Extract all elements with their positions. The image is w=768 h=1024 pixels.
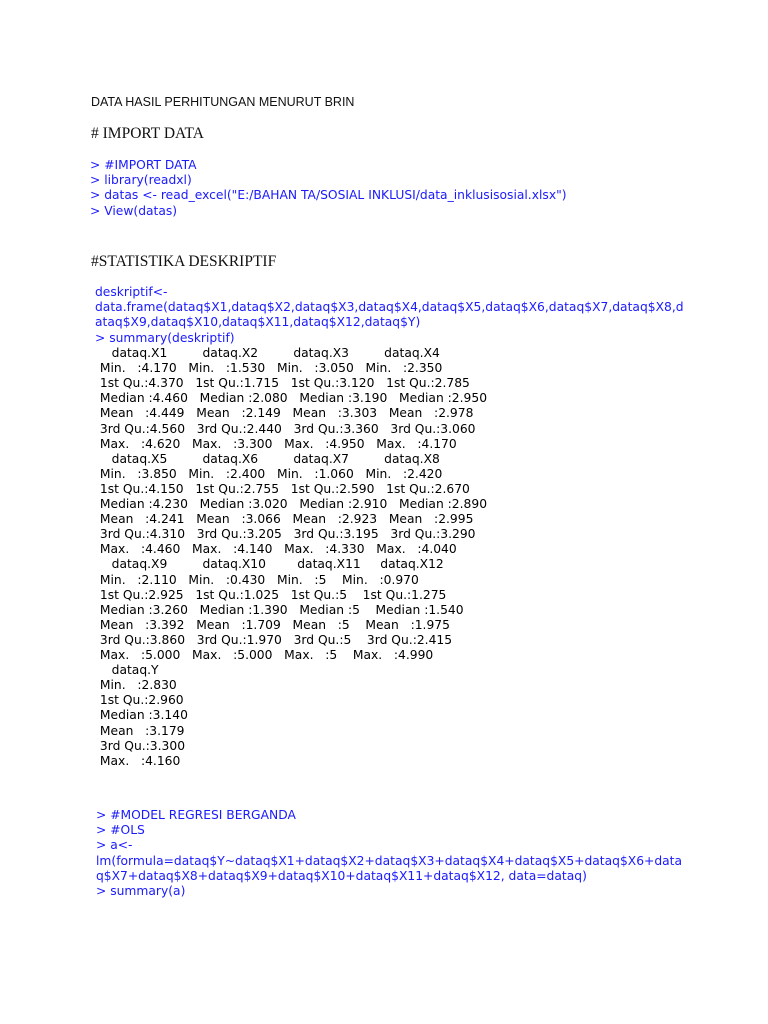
console-output-line: dataq.X5 dataq.X6 dataq.X7 dataq.X8 — [96, 451, 440, 466]
console-command-line: > summary(a) — [96, 884, 186, 898]
console-output-line: Mean :3.179 — [96, 723, 185, 738]
console-command-line: > library(readxl) — [90, 173, 192, 188]
console-command-line: deskriptif<- — [95, 285, 168, 299]
console-output-line: Min. :4.170 Min. :1.530 Min. :3.050 Min. :2.350 — [96, 361, 443, 376]
console-command-line: > a<- — [96, 838, 133, 853]
console-output-line: Median :3.260 Median :1.390 Median :5 Median :1.540 — [96, 602, 464, 617]
statistics-heading: #STATISTIKA DESKRIPTIF — [91, 253, 277, 270]
console-output-line: Max. :4.160 — [96, 753, 181, 768]
console-output-line: Median :3.140 — [96, 708, 188, 723]
console-output-line: dataq.X9 dataq.X10 dataq.X11 dataq.X12 — [96, 557, 444, 572]
console-command-line: lm(formula=dataq$Y~dataq$X1+dataq$X2+dataq$X3+dataq$X4+dataq$X5+dataq$X6+data — [96, 853, 683, 868]
console-output-line: Mean :4.449 Mean :2.149 Mean :3.303 Mean :2.978 — [96, 406, 474, 421]
console-command-line: > #OLS — [96, 823, 145, 838]
console-output-line: Median :4.230 Median :3.020 Median :2.910 Median :2.890 — [96, 497, 488, 511]
console-output-line: Mean :4.241 Mean :3.066 Mean :2.923 Mean :2.995 — [96, 512, 474, 527]
console-output-line: 3rd Qu.:3.860 3rd Qu.:1.970 3rd Qu.:5 3rd Qu.:2.415 — [96, 632, 453, 647]
console-command-line: q$X7+dataq$X8+dataq$X9+dataq$X10+dataq$X11+dataq$X12, data=dataq) — [96, 868, 587, 883]
console-command-line: > View(datas) — [90, 203, 178, 218]
console-command-line: > summary(deskriptif) — [95, 330, 235, 345]
import-heading: # IMPORT DATA — [91, 125, 204, 142]
console-output-line: dataq.Y — [96, 663, 159, 678]
console-output-line: dataq.X1 dataq.X2 dataq.X3 dataq.X4 — [96, 346, 440, 360]
console-output-line: 1st Qu.:2.960 — [96, 693, 184, 708]
document-header: DATA HASIL PERHITUNGAN MENURUT BRIN — [91, 95, 355, 109]
console-output-line: 1st Qu.:4.150 1st Qu.:2.755 1st Qu.:2.590 1st Qu.:2.670 — [96, 481, 470, 496]
console-output-line: Mean :3.392 Mean :1.709 Mean :5 Mean :1.975 — [96, 617, 450, 632]
console-output-line: 3rd Qu.:4.310 3rd Qu.:3.205 3rd Qu.:3.195 3rd Qu.:3.290 — [96, 527, 476, 542]
console-command-line: > datas <- read_excel("E:/BAHAN TA/SOSIAL INKLUSI/data_inklusisosial.xlsx") — [90, 188, 567, 203]
console-output-line: 1st Qu.:2.925 1st Qu.:1.025 1st Qu.:5 1st Qu.:1.275 — [96, 587, 447, 602]
console-command-line: > #MODEL REGRESI BERGANDA — [96, 808, 296, 822]
console-output-line: Max. :4.460 Max. :4.140 Max. :4.330 Max. :4.040 — [96, 542, 457, 557]
console-output-line: Max. :4.620 Max. :3.300 Max. :4.950 Max. :4.170 — [96, 436, 457, 451]
console-output-line: 3rd Qu.:4.560 3rd Qu.:2.440 3rd Qu.:3.360 3rd Qu.:3.060 — [96, 421, 476, 436]
console-command-line: > #IMPORT DATA — [90, 158, 197, 172]
console-output-line: 1st Qu.:4.370 1st Qu.:1.715 1st Qu.:3.120 1st Qu.:2.785 — [96, 376, 470, 391]
console-output-line: Min. :2.110 Min. :0.430 Min. :5 Min. :0.970 — [96, 572, 419, 587]
console-output-line: 3rd Qu.:3.300 — [96, 738, 186, 753]
console-output-line: Min. :2.830 — [96, 678, 177, 693]
console-command-line: ataq$X9,dataq$X10,dataq$X11,dataq$X12,dataq$Y) — [95, 315, 421, 330]
console-output-line: Min. :3.850 Min. :2.400 Min. :1.060 Min. :2.420 — [96, 466, 443, 481]
console-output-line: Median :4.460 Median :2.080 Median :3.190 Median :2.950 — [96, 391, 488, 406]
console-output-line: Max. :5.000 Max. :5.000 Max. :5 Max. :4.990 — [96, 648, 434, 662]
console-command-line: data.frame(dataq$X1,dataq$X2,dataq$X3,dataq$X4,dataq$X5,dataq$X6,dataq$X7,dataq$X8,d — [95, 300, 684, 315]
